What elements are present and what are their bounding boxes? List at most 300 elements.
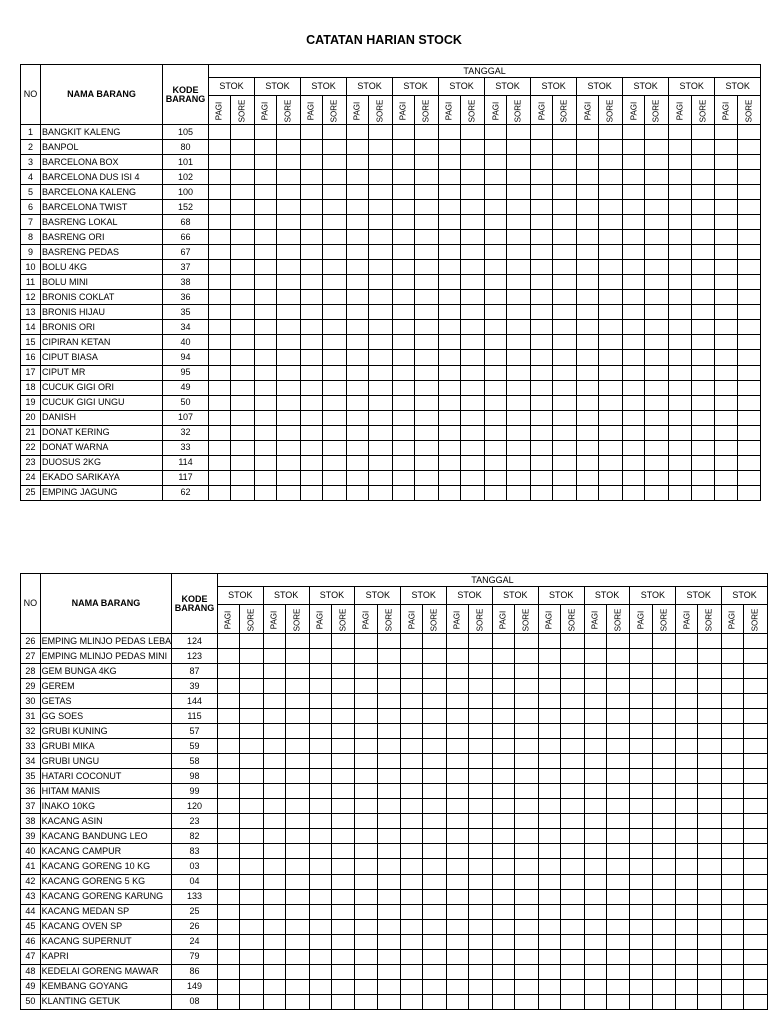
pagi-cell[interactable] (669, 170, 691, 185)
sore-cell[interactable] (277, 155, 301, 170)
pagi-cell[interactable] (485, 200, 507, 215)
sore-cell[interactable] (744, 874, 768, 889)
pagi-cell[interactable] (715, 470, 737, 485)
sore-cell[interactable] (285, 874, 309, 889)
pagi-cell[interactable] (209, 305, 231, 320)
sore-cell[interactable] (285, 649, 309, 664)
sore-cell[interactable] (415, 470, 439, 485)
pagi-cell[interactable] (538, 724, 560, 739)
pagi-cell[interactable] (355, 649, 377, 664)
pagi-cell[interactable] (255, 140, 277, 155)
sore-cell[interactable] (369, 230, 393, 245)
sore-cell[interactable] (652, 724, 676, 739)
sore-cell[interactable] (377, 754, 401, 769)
sore-cell[interactable] (606, 979, 630, 994)
pagi-cell[interactable] (393, 335, 415, 350)
sore-cell[interactable] (698, 844, 722, 859)
sore-cell[interactable] (377, 769, 401, 784)
sore-cell[interactable] (515, 859, 539, 874)
sore-cell[interactable] (652, 829, 676, 844)
pagi-cell[interactable] (577, 380, 599, 395)
sore-cell[interactable] (423, 874, 447, 889)
sore-cell[interactable] (737, 395, 761, 410)
pagi-cell[interactable] (447, 694, 469, 709)
sore-cell[interactable] (645, 125, 669, 140)
pagi-cell[interactable] (263, 994, 285, 1009)
sore-cell[interactable] (645, 155, 669, 170)
pagi-cell[interactable] (584, 694, 606, 709)
sore-cell[interactable] (560, 694, 584, 709)
pagi-cell[interactable] (715, 290, 737, 305)
pagi-cell[interactable] (531, 125, 553, 140)
pagi-cell[interactable] (355, 859, 377, 874)
pagi-cell[interactable] (485, 425, 507, 440)
pagi-cell[interactable] (715, 230, 737, 245)
pagi-cell[interactable] (393, 290, 415, 305)
pagi-cell[interactable] (531, 350, 553, 365)
pagi-cell[interactable] (301, 470, 323, 485)
sore-cell[interactable] (737, 365, 761, 380)
pagi-cell[interactable] (531, 485, 553, 500)
sore-cell[interactable] (369, 440, 393, 455)
pagi-cell[interactable] (676, 844, 698, 859)
sore-cell[interactable] (560, 844, 584, 859)
pagi-cell[interactable] (401, 739, 423, 754)
sore-cell[interactable] (691, 155, 715, 170)
pagi-cell[interactable] (630, 859, 652, 874)
pagi-cell[interactable] (669, 425, 691, 440)
sore-cell[interactable] (599, 200, 623, 215)
pagi-cell[interactable] (347, 485, 369, 500)
sore-cell[interactable] (698, 859, 722, 874)
sore-cell[interactable] (553, 155, 577, 170)
pagi-cell[interactable] (393, 155, 415, 170)
pagi-cell[interactable] (584, 904, 606, 919)
sore-cell[interactable] (323, 455, 347, 470)
sore-cell[interactable] (415, 440, 439, 455)
sore-cell[interactable] (507, 215, 531, 230)
pagi-cell[interactable] (209, 275, 231, 290)
pagi-cell[interactable] (676, 829, 698, 844)
sore-cell[interactable] (553, 335, 577, 350)
sore-cell[interactable] (240, 904, 264, 919)
sore-cell[interactable] (277, 185, 301, 200)
sore-cell[interactable] (507, 245, 531, 260)
pagi-cell[interactable] (347, 260, 369, 275)
pagi-cell[interactable] (485, 125, 507, 140)
pagi-cell[interactable] (623, 215, 645, 230)
sore-cell[interactable] (285, 679, 309, 694)
sore-cell[interactable] (606, 664, 630, 679)
pagi-cell[interactable] (439, 320, 461, 335)
pagi-cell[interactable] (485, 455, 507, 470)
sore-cell[interactable] (469, 754, 493, 769)
sore-cell[interactable] (744, 829, 768, 844)
pagi-cell[interactable] (623, 305, 645, 320)
pagi-cell[interactable] (301, 170, 323, 185)
pagi-cell[interactable] (439, 350, 461, 365)
pagi-cell[interactable] (301, 395, 323, 410)
pagi-cell[interactable] (577, 320, 599, 335)
sore-cell[interactable] (240, 829, 264, 844)
sore-cell[interactable] (737, 185, 761, 200)
pagi-cell[interactable] (669, 455, 691, 470)
sore-cell[interactable] (277, 215, 301, 230)
sore-cell[interactable] (231, 350, 255, 365)
pagi-cell[interactable] (722, 784, 744, 799)
pagi-cell[interactable] (255, 290, 277, 305)
pagi-cell[interactable] (623, 245, 645, 260)
sore-cell[interactable] (285, 829, 309, 844)
pagi-cell[interactable] (347, 245, 369, 260)
pagi-cell[interactable] (538, 709, 560, 724)
pagi-cell[interactable] (209, 245, 231, 260)
pagi-cell[interactable] (401, 979, 423, 994)
pagi-cell[interactable] (531, 440, 553, 455)
pagi-cell[interactable] (538, 949, 560, 964)
sore-cell[interactable] (515, 919, 539, 934)
sore-cell[interactable] (515, 904, 539, 919)
pagi-cell[interactable] (209, 395, 231, 410)
sore-cell[interactable] (415, 200, 439, 215)
sore-cell[interactable] (415, 395, 439, 410)
pagi-cell[interactable] (722, 724, 744, 739)
pagi-cell[interactable] (309, 694, 331, 709)
pagi-cell[interactable] (347, 230, 369, 245)
sore-cell[interactable] (515, 979, 539, 994)
sore-cell[interactable] (469, 769, 493, 784)
pagi-cell[interactable] (623, 350, 645, 365)
sore-cell[interactable] (691, 395, 715, 410)
pagi-cell[interactable] (715, 455, 737, 470)
pagi-cell[interactable] (393, 260, 415, 275)
sore-cell[interactable] (691, 275, 715, 290)
pagi-cell[interactable] (669, 320, 691, 335)
pagi-cell[interactable] (347, 275, 369, 290)
pagi-cell[interactable] (538, 694, 560, 709)
pagi-cell[interactable] (538, 814, 560, 829)
pagi-cell[interactable] (722, 634, 744, 649)
sore-cell[interactable] (415, 230, 439, 245)
sore-cell[interactable] (323, 230, 347, 245)
pagi-cell[interactable] (623, 320, 645, 335)
sore-cell[interactable] (606, 724, 630, 739)
sore-cell[interactable] (377, 679, 401, 694)
sore-cell[interactable] (423, 754, 447, 769)
pagi-cell[interactable] (447, 889, 469, 904)
pagi-cell[interactable] (538, 664, 560, 679)
sore-cell[interactable] (698, 889, 722, 904)
pagi-cell[interactable] (263, 904, 285, 919)
pagi-cell[interactable] (538, 769, 560, 784)
pagi-cell[interactable] (309, 979, 331, 994)
sore-cell[interactable] (645, 200, 669, 215)
sore-cell[interactable] (377, 724, 401, 739)
pagi-cell[interactable] (715, 410, 737, 425)
sore-cell[interactable] (331, 679, 355, 694)
pagi-cell[interactable] (669, 200, 691, 215)
sore-cell[interactable] (423, 694, 447, 709)
sore-cell[interactable] (377, 814, 401, 829)
pagi-cell[interactable] (447, 679, 469, 694)
pagi-cell[interactable] (630, 889, 652, 904)
pagi-cell[interactable] (401, 649, 423, 664)
sore-cell[interactable] (285, 949, 309, 964)
sore-cell[interactable] (277, 260, 301, 275)
pagi-cell[interactable] (492, 784, 514, 799)
sore-cell[interactable] (469, 649, 493, 664)
sore-cell[interactable] (606, 829, 630, 844)
sore-cell[interactable] (369, 185, 393, 200)
pagi-cell[interactable] (531, 410, 553, 425)
sore-cell[interactable] (698, 754, 722, 769)
sore-cell[interactable] (606, 649, 630, 664)
pagi-cell[interactable] (355, 964, 377, 979)
pagi-cell[interactable] (255, 395, 277, 410)
sore-cell[interactable] (323, 485, 347, 500)
sore-cell[interactable] (415, 410, 439, 425)
pagi-cell[interactable] (439, 425, 461, 440)
sore-cell[interactable] (469, 709, 493, 724)
sore-cell[interactable] (645, 320, 669, 335)
pagi-cell[interactable] (217, 664, 239, 679)
pagi-cell[interactable] (584, 709, 606, 724)
pagi-cell[interactable] (623, 395, 645, 410)
sore-cell[interactable] (515, 889, 539, 904)
sore-cell[interactable] (369, 245, 393, 260)
sore-cell[interactable] (737, 260, 761, 275)
pagi-cell[interactable] (447, 769, 469, 784)
sore-cell[interactable] (652, 814, 676, 829)
sore-cell[interactable] (461, 155, 485, 170)
sore-cell[interactable] (415, 155, 439, 170)
sore-cell[interactable] (560, 724, 584, 739)
sore-cell[interactable] (691, 350, 715, 365)
sore-cell[interactable] (231, 395, 255, 410)
sore-cell[interactable] (737, 350, 761, 365)
pagi-cell[interactable] (584, 934, 606, 949)
pagi-cell[interactable] (538, 874, 560, 889)
sore-cell[interactable] (415, 170, 439, 185)
sore-cell[interactable] (231, 200, 255, 215)
sore-cell[interactable] (553, 290, 577, 305)
sore-cell[interactable] (515, 784, 539, 799)
sore-cell[interactable] (515, 664, 539, 679)
sore-cell[interactable] (737, 200, 761, 215)
sore-cell[interactable] (698, 709, 722, 724)
sore-cell[interactable] (515, 799, 539, 814)
pagi-cell[interactable] (209, 215, 231, 230)
pagi-cell[interactable] (401, 769, 423, 784)
sore-cell[interactable] (652, 769, 676, 784)
pagi-cell[interactable] (401, 829, 423, 844)
sore-cell[interactable] (461, 365, 485, 380)
sore-cell[interactable] (277, 425, 301, 440)
sore-cell[interactable] (744, 739, 768, 754)
pagi-cell[interactable] (309, 754, 331, 769)
pagi-cell[interactable] (577, 245, 599, 260)
pagi-cell[interactable] (492, 934, 514, 949)
pagi-cell[interactable] (255, 260, 277, 275)
sore-cell[interactable] (606, 874, 630, 889)
pagi-cell[interactable] (623, 155, 645, 170)
pagi-cell[interactable] (531, 425, 553, 440)
pagi-cell[interactable] (447, 754, 469, 769)
sore-cell[interactable] (231, 455, 255, 470)
pagi-cell[interactable] (217, 814, 239, 829)
pagi-cell[interactable] (492, 739, 514, 754)
pagi-cell[interactable] (439, 140, 461, 155)
sore-cell[interactable] (240, 769, 264, 784)
pagi-cell[interactable] (439, 245, 461, 260)
pagi-cell[interactable] (630, 799, 652, 814)
sore-cell[interactable] (599, 410, 623, 425)
sore-cell[interactable] (323, 215, 347, 230)
pagi-cell[interactable] (676, 664, 698, 679)
sore-cell[interactable] (240, 724, 264, 739)
pagi-cell[interactable] (439, 380, 461, 395)
sore-cell[interactable] (744, 859, 768, 874)
pagi-cell[interactable] (439, 125, 461, 140)
pagi-cell[interactable] (531, 245, 553, 260)
pagi-cell[interactable] (301, 125, 323, 140)
pagi-cell[interactable] (676, 889, 698, 904)
sore-cell[interactable] (560, 709, 584, 724)
sore-cell[interactable] (461, 185, 485, 200)
sore-cell[interactable] (461, 455, 485, 470)
sore-cell[interactable] (560, 994, 584, 1009)
pagi-cell[interactable] (492, 829, 514, 844)
pagi-cell[interactable] (538, 754, 560, 769)
pagi-cell[interactable] (301, 440, 323, 455)
sore-cell[interactable] (606, 889, 630, 904)
pagi-cell[interactable] (485, 170, 507, 185)
pagi-cell[interactable] (439, 170, 461, 185)
pagi-cell[interactable] (309, 814, 331, 829)
pagi-cell[interactable] (301, 245, 323, 260)
pagi-cell[interactable] (577, 395, 599, 410)
pagi-cell[interactable] (584, 649, 606, 664)
sore-cell[interactable] (415, 380, 439, 395)
sore-cell[interactable] (323, 260, 347, 275)
sore-cell[interactable] (744, 664, 768, 679)
pagi-cell[interactable] (447, 739, 469, 754)
sore-cell[interactable] (737, 245, 761, 260)
sore-cell[interactable] (645, 290, 669, 305)
pagi-cell[interactable] (669, 215, 691, 230)
pagi-cell[interactable] (309, 664, 331, 679)
pagi-cell[interactable] (401, 694, 423, 709)
sore-cell[interactable] (369, 305, 393, 320)
pagi-cell[interactable] (447, 964, 469, 979)
pagi-cell[interactable] (301, 350, 323, 365)
sore-cell[interactable] (652, 679, 676, 694)
sore-cell[interactable] (285, 709, 309, 724)
sore-cell[interactable] (691, 440, 715, 455)
pagi-cell[interactable] (676, 679, 698, 694)
pagi-cell[interactable] (209, 155, 231, 170)
pagi-cell[interactable] (217, 739, 239, 754)
sore-cell[interactable] (369, 320, 393, 335)
pagi-cell[interactable] (722, 814, 744, 829)
sore-cell[interactable] (691, 470, 715, 485)
pagi-cell[interactable] (209, 260, 231, 275)
pagi-cell[interactable] (630, 679, 652, 694)
pagi-cell[interactable] (584, 784, 606, 799)
sore-cell[interactable] (331, 649, 355, 664)
pagi-cell[interactable] (355, 634, 377, 649)
pagi-cell[interactable] (584, 859, 606, 874)
pagi-cell[interactable] (209, 320, 231, 335)
sore-cell[interactable] (645, 395, 669, 410)
sore-cell[interactable] (277, 335, 301, 350)
pagi-cell[interactable] (630, 829, 652, 844)
sore-cell[interactable] (323, 185, 347, 200)
sore-cell[interactable] (323, 395, 347, 410)
sore-cell[interactable] (377, 784, 401, 799)
pagi-cell[interactable] (676, 769, 698, 784)
sore-cell[interactable] (599, 230, 623, 245)
pagi-cell[interactable] (676, 799, 698, 814)
pagi-cell[interactable] (301, 425, 323, 440)
pagi-cell[interactable] (485, 485, 507, 500)
sore-cell[interactable] (285, 904, 309, 919)
pagi-cell[interactable] (309, 784, 331, 799)
sore-cell[interactable] (323, 335, 347, 350)
sore-cell[interactable] (240, 889, 264, 904)
sore-cell[interactable] (331, 994, 355, 1009)
pagi-cell[interactable] (301, 155, 323, 170)
sore-cell[interactable] (469, 934, 493, 949)
sore-cell[interactable] (737, 380, 761, 395)
sore-cell[interactable] (423, 784, 447, 799)
pagi-cell[interactable] (577, 185, 599, 200)
sore-cell[interactable] (415, 455, 439, 470)
sore-cell[interactable] (331, 739, 355, 754)
pagi-cell[interactable] (447, 649, 469, 664)
pagi-cell[interactable] (255, 200, 277, 215)
sore-cell[interactable] (515, 934, 539, 949)
sore-cell[interactable] (737, 455, 761, 470)
pagi-cell[interactable] (485, 290, 507, 305)
pagi-cell[interactable] (217, 784, 239, 799)
pagi-cell[interactable] (209, 410, 231, 425)
pagi-cell[interactable] (347, 440, 369, 455)
pagi-cell[interactable] (485, 335, 507, 350)
pagi-cell[interactable] (393, 125, 415, 140)
sore-cell[interactable] (277, 455, 301, 470)
pagi-cell[interactable] (492, 949, 514, 964)
pagi-cell[interactable] (301, 215, 323, 230)
pagi-cell[interactable] (309, 859, 331, 874)
sore-cell[interactable] (691, 380, 715, 395)
pagi-cell[interactable] (623, 290, 645, 305)
sore-cell[interactable] (469, 964, 493, 979)
sore-cell[interactable] (652, 709, 676, 724)
pagi-cell[interactable] (485, 245, 507, 260)
sore-cell[interactable] (369, 410, 393, 425)
pagi-cell[interactable] (623, 455, 645, 470)
sore-cell[interactable] (553, 455, 577, 470)
pagi-cell[interactable] (492, 724, 514, 739)
pagi-cell[interactable] (669, 155, 691, 170)
sore-cell[interactable] (553, 380, 577, 395)
sore-cell[interactable] (553, 215, 577, 230)
sore-cell[interactable] (285, 664, 309, 679)
pagi-cell[interactable] (355, 844, 377, 859)
pagi-cell[interactable] (676, 964, 698, 979)
pagi-cell[interactable] (584, 964, 606, 979)
